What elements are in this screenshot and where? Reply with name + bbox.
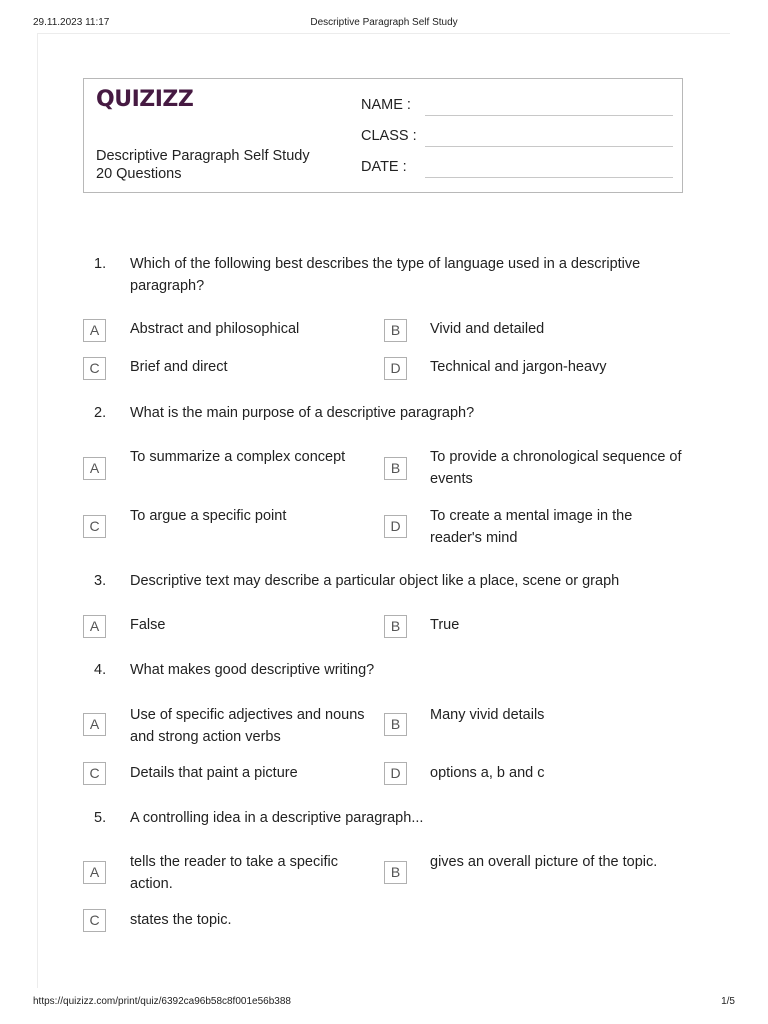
option-text: Technical and jargon-heavy: [430, 359, 607, 375]
print-footer: [33, 996, 735, 1010]
option-letter-box: A: [83, 713, 106, 736]
option-letter-box: A: [83, 457, 106, 480]
print-page-title: Descriptive Paragraph Self Study: [310, 17, 458, 28]
option-text: False: [130, 617, 166, 633]
option-text: options a, b and c: [430, 765, 545, 781]
option-letter-box: A: [83, 615, 106, 638]
class-field-line[interactable]: [425, 146, 673, 147]
option-text: To summarize a complex concept: [130, 449, 346, 465]
option-letter-box: D: [384, 357, 407, 380]
option-letter-box: B: [384, 615, 407, 638]
option-letter-box: B: [384, 861, 407, 884]
page-left-border: [37, 33, 38, 988]
class-field[interactable]: [361, 124, 673, 148]
option-text: Vivid and detailed: [430, 321, 545, 337]
quizizz-logo: QUIZIZZ: [96, 87, 194, 112]
option-letter-box: A: [83, 861, 106, 884]
question-number: 3.: [94, 573, 107, 589]
quiz-info-box: [83, 78, 683, 193]
option-text: tells the reader to take a specific action.: [130, 854, 338, 892]
class-field-label: CLASS :: [361, 128, 417, 144]
option-text: Abstract and philosophical: [130, 321, 300, 337]
option-text: To argue a specific point: [130, 508, 287, 524]
quiz-title: Descriptive Paragraph Self Study: [96, 148, 310, 164]
option-letter-box: C: [83, 909, 106, 932]
page-number: 1/5: [721, 996, 735, 1007]
option-letter-box: C: [83, 762, 106, 785]
name-field[interactable]: [361, 93, 673, 117]
name-field-label: NAME :: [361, 97, 411, 113]
option-text: Many vivid details: [430, 707, 545, 723]
option-text: states the topic.: [130, 912, 232, 928]
option-text: gives an overall picture of the topic.: [430, 854, 658, 870]
name-field-line[interactable]: [425, 115, 673, 116]
option-letter-box: C: [83, 515, 106, 538]
option-letter-box: B: [384, 713, 407, 736]
date-field-line[interactable]: [425, 177, 673, 178]
option-letter-box: D: [384, 515, 407, 538]
option-text: Details that paint a picture: [130, 765, 298, 781]
print-datetime: 29.11.2023 11:17: [33, 17, 110, 28]
question-text: Which of the following best describes the type of language used in a descriptive paragraph?: [130, 256, 641, 294]
option-text: True: [430, 617, 460, 633]
option-letter-box: C: [83, 357, 106, 380]
date-field-label: DATE :: [361, 159, 407, 175]
option-letter-box: D: [384, 762, 407, 785]
question-number: 2.: [94, 405, 107, 421]
question-number: 1.: [94, 256, 107, 272]
header-divider: [37, 33, 730, 34]
question-count: 20 Questions: [96, 166, 182, 182]
print-header: [33, 17, 735, 31]
page-url[interactable]: https://quizizz.com/print/quiz/6392ca96b58c8f001e56b388: [33, 996, 291, 1007]
option-letter-box: A: [83, 319, 106, 342]
option-text: To create a mental image in the reader's mind: [430, 508, 633, 546]
option-text: To provide a chronological sequence of events: [430, 449, 682, 487]
option-text: Use of specific adjectives and nouns and strong action verbs: [130, 707, 365, 745]
question-text: What is the main purpose of a descriptive paragraph?: [130, 405, 475, 421]
question-number: 5.: [94, 810, 107, 826]
option-letter-box: B: [384, 319, 407, 342]
question-text: What makes good descriptive writing?: [130, 662, 375, 678]
question-number: 4.: [94, 662, 107, 678]
option-letter-box: B: [384, 457, 407, 480]
option-text: Brief and direct: [130, 359, 228, 375]
question-text: Descriptive text may describe a particular object like a place, scene or graph: [130, 573, 620, 589]
date-field[interactable]: [361, 155, 673, 179]
question-text: A controlling idea in a descriptive paragraph...: [130, 810, 424, 826]
